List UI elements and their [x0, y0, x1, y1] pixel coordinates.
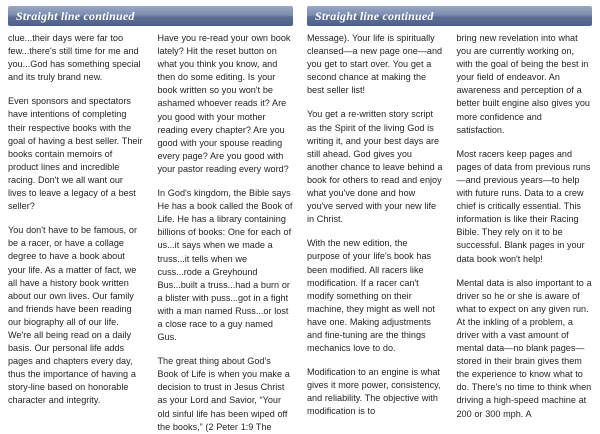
header-banners — [8, 6, 592, 26]
paragraph: Have you re-read your own book lately? Hit the reset button on what you think you know, and then do some editing. Is your book written so you won't be ashamed whoever reads it? Are you good with your mother reading every chapter? Are you good with your spouse reading every page? Are you good with your pastor reading every word? — [157, 33, 291, 174]
paragraph: Message). Your life is spiritually cleansed—a new page one—and you get to start over. You get a second chance at making the best seller list! — [307, 33, 443, 96]
paragraph: You don't have to be famous, or be a racer, or have a collage degree to have a book about your life. As a matter of fact, we all have a history book written about our own lives. Our family and friends have been reading our biography all of our life. We're all being read on a daily basis. Our personal life adds pages and chapters every day, thus the importance of having a story-line based on honorable character and integrity. — [8, 225, 137, 406]
paragraph: With the new edition, the purpose of your life's book has been modified. All racers like modification. If a racer can't modify something on their machine, they might as well not have one. Making adjustments and fine-tuning are the things mechanics love to do. — [307, 238, 435, 354]
paragraph: The great thing about God's Book of Life is when you make a decision to trust in Jesus Christ as your Lord and Savior, “Your old sinful life has been wiped off the books,” (2 Peter 1:9 The — [157, 356, 290, 432]
text-columns — [8, 32, 592, 432]
paragraph: Modification to an engine is what gives it more power, consistency, and reliability. The objective with modification is to — [307, 367, 441, 417]
text-column-2 — [157, 32, 294, 432]
header-banner-right-text: Straight line continued — [315, 9, 434, 23]
text-column-4 — [457, 32, 593, 418]
text-column-1 — [8, 32, 144, 418]
paragraph: Most racers keep pages and pages of data from previous runs—and previous years—to help with future runs. Data to a crew chief is critically essential. This information is like their Racing Bible. They rely on it to be successful. Blank pages in your data book won't help! — [456, 148, 591, 264]
paragraph: You get a re-written story script as the Spirit of the living God is writing it, and your best days are still ahead. God gives you another chance to leave behind a book for others to read and enjoy what you've done and how you've served with your new life in Christ. — [307, 109, 443, 225]
header-banner-left — [8, 6, 293, 26]
paragraph: Even sponsors and spectators have intentions of completing their respective books with the goal of having a best seller. Their books contain memoirs of product lines and incredible racing. Don't we all want our lives to leave a legacy of a best seller? — [8, 96, 143, 212]
header-banner-left-text: Straight line continued — [16, 9, 135, 23]
header-banner-right — [307, 6, 592, 26]
paragraph: In God's kingdom, the Bible says He has a book called the Book of Life. He has a library containing billions of books: One for each of us...it says when we made a truss...it tells when we cuss...rode a Greyhound Bus...built a truss...had a burn or a blister with puss...got in a fight with a man named Russ...or lost a close race to a guy named Gus. — [157, 188, 293, 343]
paragraph: clue...their days were far too few...there's still time for me and you...God has something special and its truly brand new. — [8, 33, 141, 83]
paragraph: bring new revelation into what you are currently working on, with the goal of being the best in your field of endeavor. An awareness and perception of a better built engine also gives you more confidence and satisfaction. — [456, 33, 590, 135]
text-column-3 — [307, 32, 443, 418]
paragraph: Mental data is also important to a driver so he or she is aware of what to expect on any given run. At the inkling of a problem, a driver with a vast amount of mental data—no blank pages—stored in their brain gives them the experience to know what to do. There's no time to think when driving a high-speed machine at 200 or 300 mph. A — [456, 277, 592, 419]
